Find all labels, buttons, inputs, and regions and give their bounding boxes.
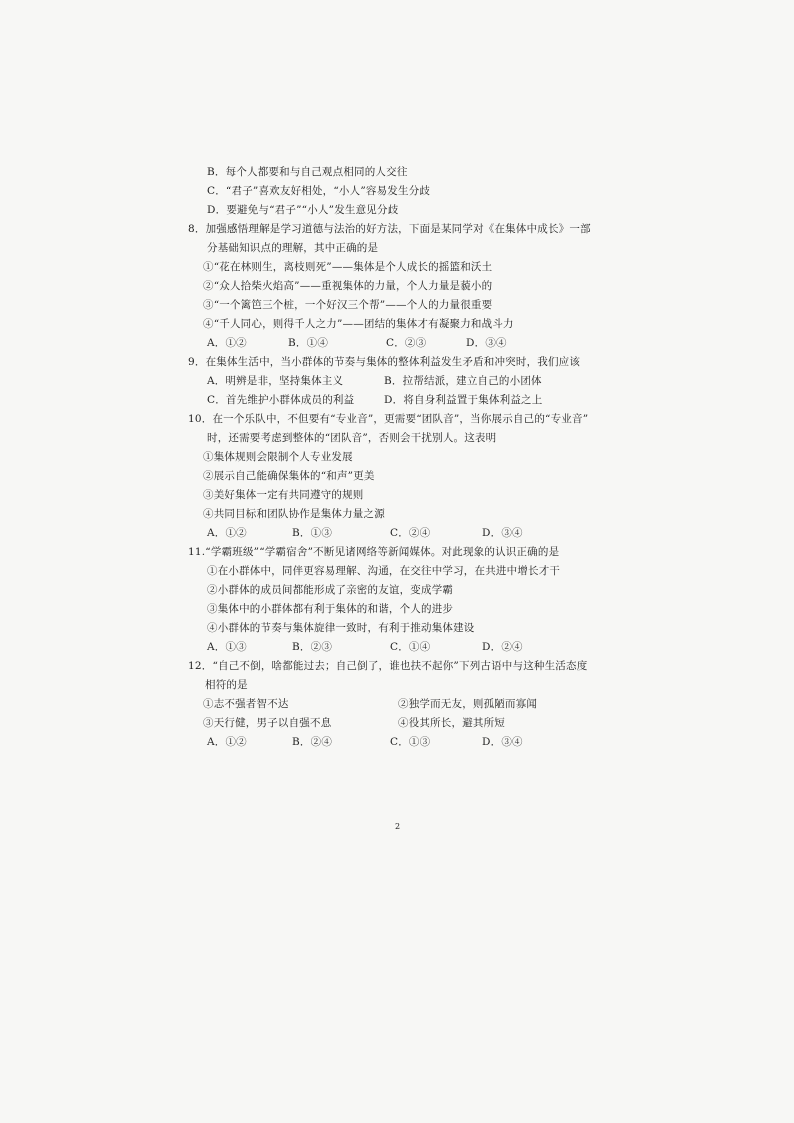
q7-option-c: C．“君子”喜欢友好相处，“小人”容易发生分歧	[207, 185, 431, 197]
q10-item-2: ②展示自己能确保集体的“和声”更美	[203, 470, 375, 482]
q11-item-4: ④小群体的节奏与集体旋律一致时，有利于推动集体建设	[207, 622, 475, 634]
q7-option-b: B．每个人都要和与自己观点相同的人交往	[207, 166, 408, 178]
q9-option-a: A．明辨是非，坚持集体主义	[207, 375, 344, 387]
q11-choice-c: C．①④	[390, 641, 431, 653]
q8-choice-b: B．①④	[288, 337, 329, 349]
q11-choice-b: B．②③	[292, 641, 333, 653]
q12-item-1: ①志不强者智不达	[203, 698, 289, 710]
q8-choice-c: C．②③	[386, 337, 427, 349]
q12-choice-a: A．①②	[207, 736, 247, 748]
q12-stem-line-2: 相符的是	[205, 679, 248, 691]
q12-stem-line-1: 12．“自己不倒，啥都能过去；自己倒了，谁也扶不起你”下列古语中与这种生活态度	[188, 660, 588, 672]
q11-choice-d: D．②④	[482, 641, 523, 653]
q12-item-4: ④役其所长，避其所短	[398, 717, 505, 729]
q8-item-2: ②“众人拾柴火焰高”——重视集体的力量，个人力量是藐小的	[203, 280, 493, 292]
q10-item-1: ①集体规则会限制个人专业发展	[203, 451, 353, 463]
q7-option-d: D．要避免与“君子”“小人”发生意见分歧	[207, 204, 399, 216]
q11-item-1: ①在小群体中，同伴更容易理解、沟通，在交往中学习，在共进中增长才干	[207, 565, 561, 577]
q12-item-3: ③天行健，男子以自强不息	[203, 717, 332, 729]
q10-choice-b: B．①③	[292, 527, 333, 539]
q12-item-2: ②独学而无友，则孤陋而寡闻	[398, 698, 538, 710]
q8-item-4: ④“千人同心，则得千人之力”——团结的集体才有凝聚力和战斗力	[203, 318, 514, 330]
q9-option-b: B．拉帮结派，建立自己的小团体	[384, 375, 542, 387]
q12-choice-b: B．②④	[292, 736, 333, 748]
q12-choice-d: D．③④	[482, 736, 523, 748]
q10-choice-a: A．①②	[207, 527, 247, 539]
q8-item-1: ①“花在林则生，离枝则死”——集体是个人成长的摇篮和沃土	[203, 261, 493, 273]
q10-choice-d: D．③④	[482, 527, 523, 539]
q8-stem-line-2: 分基础知识点的理解，其中正确的是	[207, 242, 379, 254]
q10-stem-line-2: 时，还需要考虑到整体的“团队音”，否则会干扰别人。这表明	[207, 432, 497, 444]
q8-stem-line-1: 8．加强感悟理解是学习道德与法治的好方法，下面是某同学对《在集体中成长》一部	[188, 223, 591, 235]
q9-option-d: D．将自身利益置于集体利益之上	[384, 394, 543, 406]
q11-item-2: ②小群体的成员间都能形成了亲密的友谊，变成学霸	[207, 584, 454, 596]
q8-choice-d: D．③④	[466, 337, 507, 349]
page-number: 2	[395, 822, 401, 831]
q9-option-c: C．首先维护小群体成员的利益	[207, 394, 355, 406]
q11-stem: 11.“学霸班级”“学霸宿舍”不断见诸网络等新闻媒体。对此现象的认识正确的是	[188, 546, 560, 558]
q10-stem-line-1: 10．在一个乐队中，不但要有“专业音”，更需要“团队音”，当你展示自己的“专业音”	[188, 413, 589, 425]
q9-stem: 9．在集体生活中，当小群体的节奏与集体的整体利益发生矛盾和冲突时，我们应该	[188, 356, 581, 368]
q10-item-4: ④共同目标和团队协作是集体力量之源	[203, 508, 385, 520]
q8-choice-a: A．①②	[207, 337, 247, 349]
q12-choice-c: C．①③	[390, 736, 431, 748]
q8-item-3: ③“一个篱笆三个桩，一个好汉三个帮”——个人的力量很重要	[203, 299, 493, 311]
q10-choice-c: C．②④	[390, 527, 431, 539]
q10-item-3: ③美好集体一定有共同遵守的规则	[203, 489, 364, 501]
q11-item-3: ③集体中的小群体都有利于集体的和谐，个人的进步	[207, 603, 454, 615]
q11-choice-a: A．①③	[207, 641, 247, 653]
